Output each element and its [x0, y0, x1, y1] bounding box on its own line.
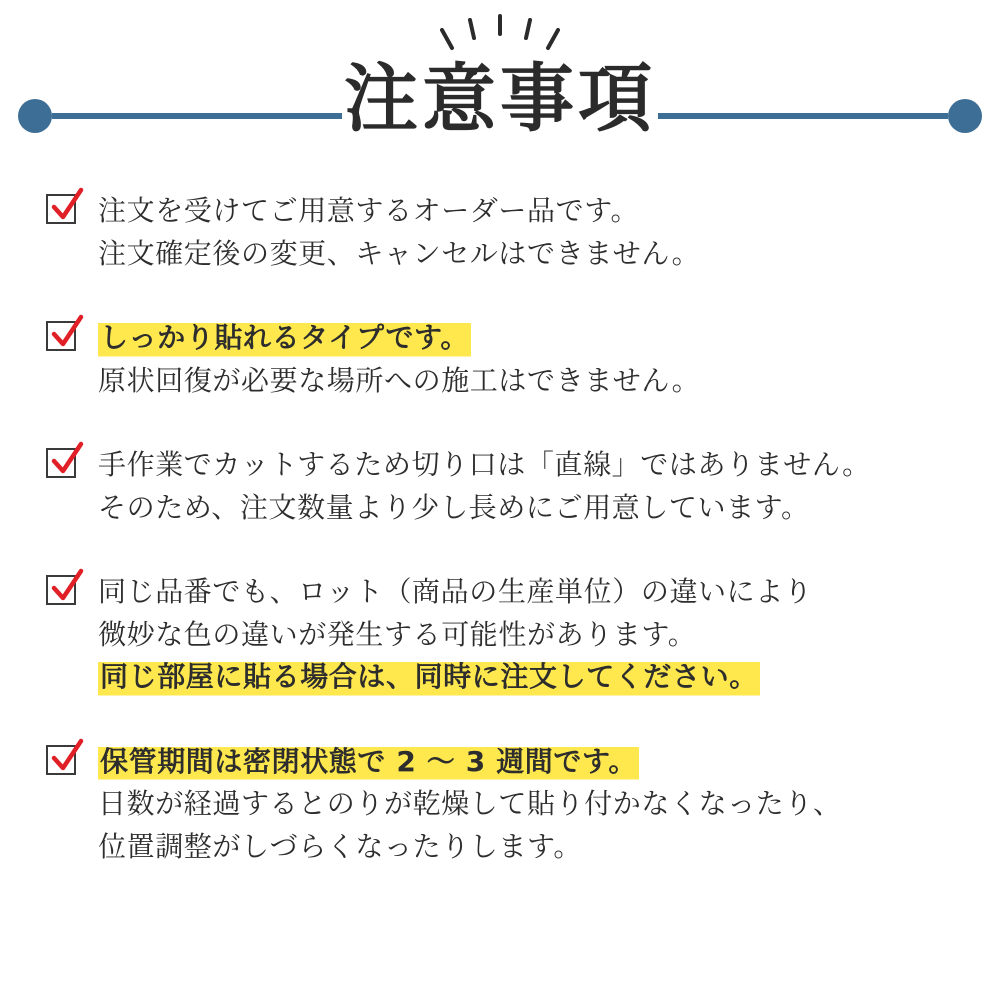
notice-line: 位置調整がしづらくなったりします。: [98, 830, 582, 864]
list-item: [46, 444, 960, 529]
notice-line: そのため、注文数量より少し長めにご用意しています。: [98, 490, 810, 524]
list-item-text: [98, 317, 960, 402]
notice-line-highlighted: しっかり貼れるタイプです。: [98, 317, 471, 360]
list-item-text: [98, 741, 960, 869]
list-item: [46, 741, 960, 869]
notice-line-highlighted: 同じ部屋に貼る場合は、同時に注文してください。: [98, 656, 760, 699]
list-item-text: [98, 444, 960, 529]
checkbox-checked-icon: [46, 448, 80, 482]
checkbox-checked-icon: [46, 745, 80, 779]
list-item-text: [98, 571, 960, 699]
notice-line: 原状回復が必要な場所への施工はできません。: [98, 363, 701, 397]
notice-line: 同じ品番でも、ロット（商品の生産単位）の違いにより: [98, 575, 813, 609]
list-item-text: [98, 190, 960, 275]
page-title: 注意事項: [344, 56, 656, 142]
notice-line: 注文確定後の変更、キャンセルはできません。: [98, 236, 701, 270]
list-item: [46, 317, 960, 402]
notice-line: 微妙な色の違いが発生する可能性があります。: [98, 617, 697, 651]
notice-line: 注文を受けてご用意するオーダー品です。: [98, 194, 640, 227]
list-item: [46, 571, 960, 699]
list-item: [46, 190, 960, 275]
notice-line: 日数が経過するとのりが乾燥して貼り付かなくなったり、: [98, 787, 842, 821]
checkbox-checked-icon: [46, 321, 80, 355]
checkbox-checked-icon: [46, 575, 80, 609]
checkbox-checked-icon: [46, 194, 80, 228]
notice-line: 手作業でカットするため切り口は「直線」ではありません。: [98, 448, 871, 482]
notice-line-highlighted: 保管期間は密閉状態で 2 〜 3 週間です。: [98, 741, 639, 784]
page-header: [0, 0, 1000, 180]
notice-list: [46, 190, 960, 911]
